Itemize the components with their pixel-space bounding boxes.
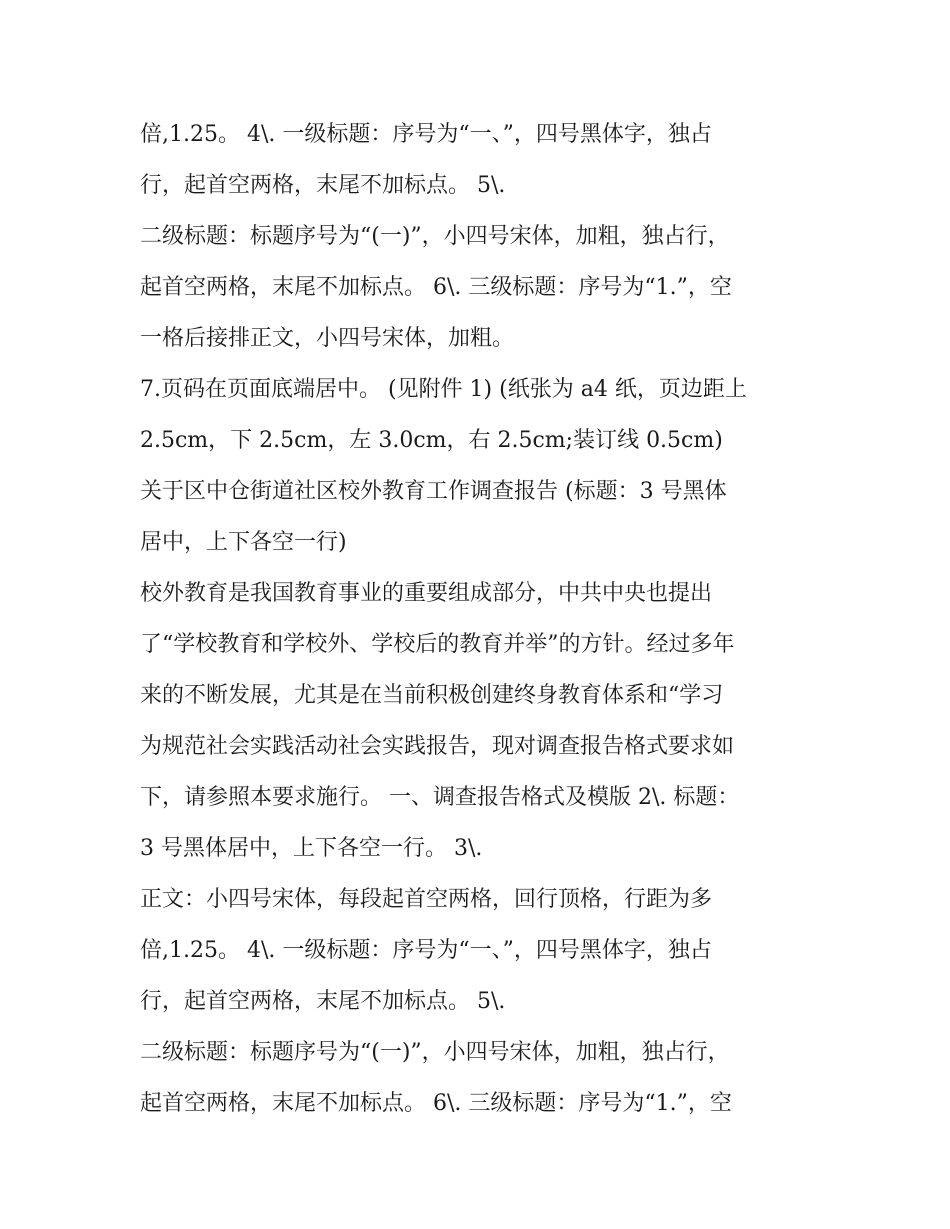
- text-line: 下，请参照本要求施行。 一、调查报告格式及模版 2\. 标题：: [140, 785, 740, 810]
- text-line: 为规范社会实践活动社会实践报告，现对调查报告格式要求如: [140, 734, 735, 759]
- text-line: 2.5cm，下 2.5cm，左 3.0cm，右 2.5cm;装订线 0.5cm): [140, 428, 723, 453]
- text-line: 7.页码在页面底端居中。 (见附件 1) (纸张为 a4 纸，页边距上: [140, 377, 747, 402]
- text-line: 行，起首空两格，末尾不加标点。 5\.: [140, 173, 506, 198]
- text-line: 来的不断发展，尤其是在当前积极创建终身教育体系和“学习: [140, 683, 724, 708]
- document-body: [140, 109, 830, 1129]
- text-line: 行，起首空两格，末尾不加标点。 5\.: [140, 989, 506, 1014]
- text-line: 关于区中仓街道社区校外教育工作调查报告 (标题：3 号黑体: [140, 479, 727, 504]
- text-line: 倍,1.25。 4\. 一级标题：序号为“一、”，四号黑体字，独占: [140, 938, 712, 963]
- text-line: 起首空两格，末尾不加标点。 6\. 三级标题：序号为“1.”，空: [140, 1091, 732, 1116]
- text-line: 一格后接排正文，小四号宋体，加粗。: [140, 326, 515, 351]
- text-line: 居中，上下各空一行): [140, 530, 347, 555]
- text-line: 二级标题：标题序号为“(一)”，小四号宋体，加粗，独占行，: [140, 1040, 730, 1065]
- text-line: 3 号黑体居中，上下各空一行。 3\.: [140, 836, 483, 861]
- text-line: 正文：小四号宋体，每段起首空两格，回行顶格，行距为多: [140, 887, 713, 912]
- text-line: 起首空两格，末尾不加标点。 6\. 三级标题：序号为“1.”，空: [140, 275, 732, 300]
- text-line: 了“学校教育和学校外、学校后的教育并举”的方针。经过多年: [140, 632, 735, 657]
- text-line: 校外教育是我国教育事业的重要组成部分，中共中央也提出: [140, 581, 713, 606]
- text-line: 二级标题：标题序号为“(一)”，小四号宋体，加粗，独占行，: [140, 224, 730, 249]
- text-line: 倍,1.25。 4\. 一级标题：序号为“一、”，四号黑体字，独占: [140, 122, 712, 147]
